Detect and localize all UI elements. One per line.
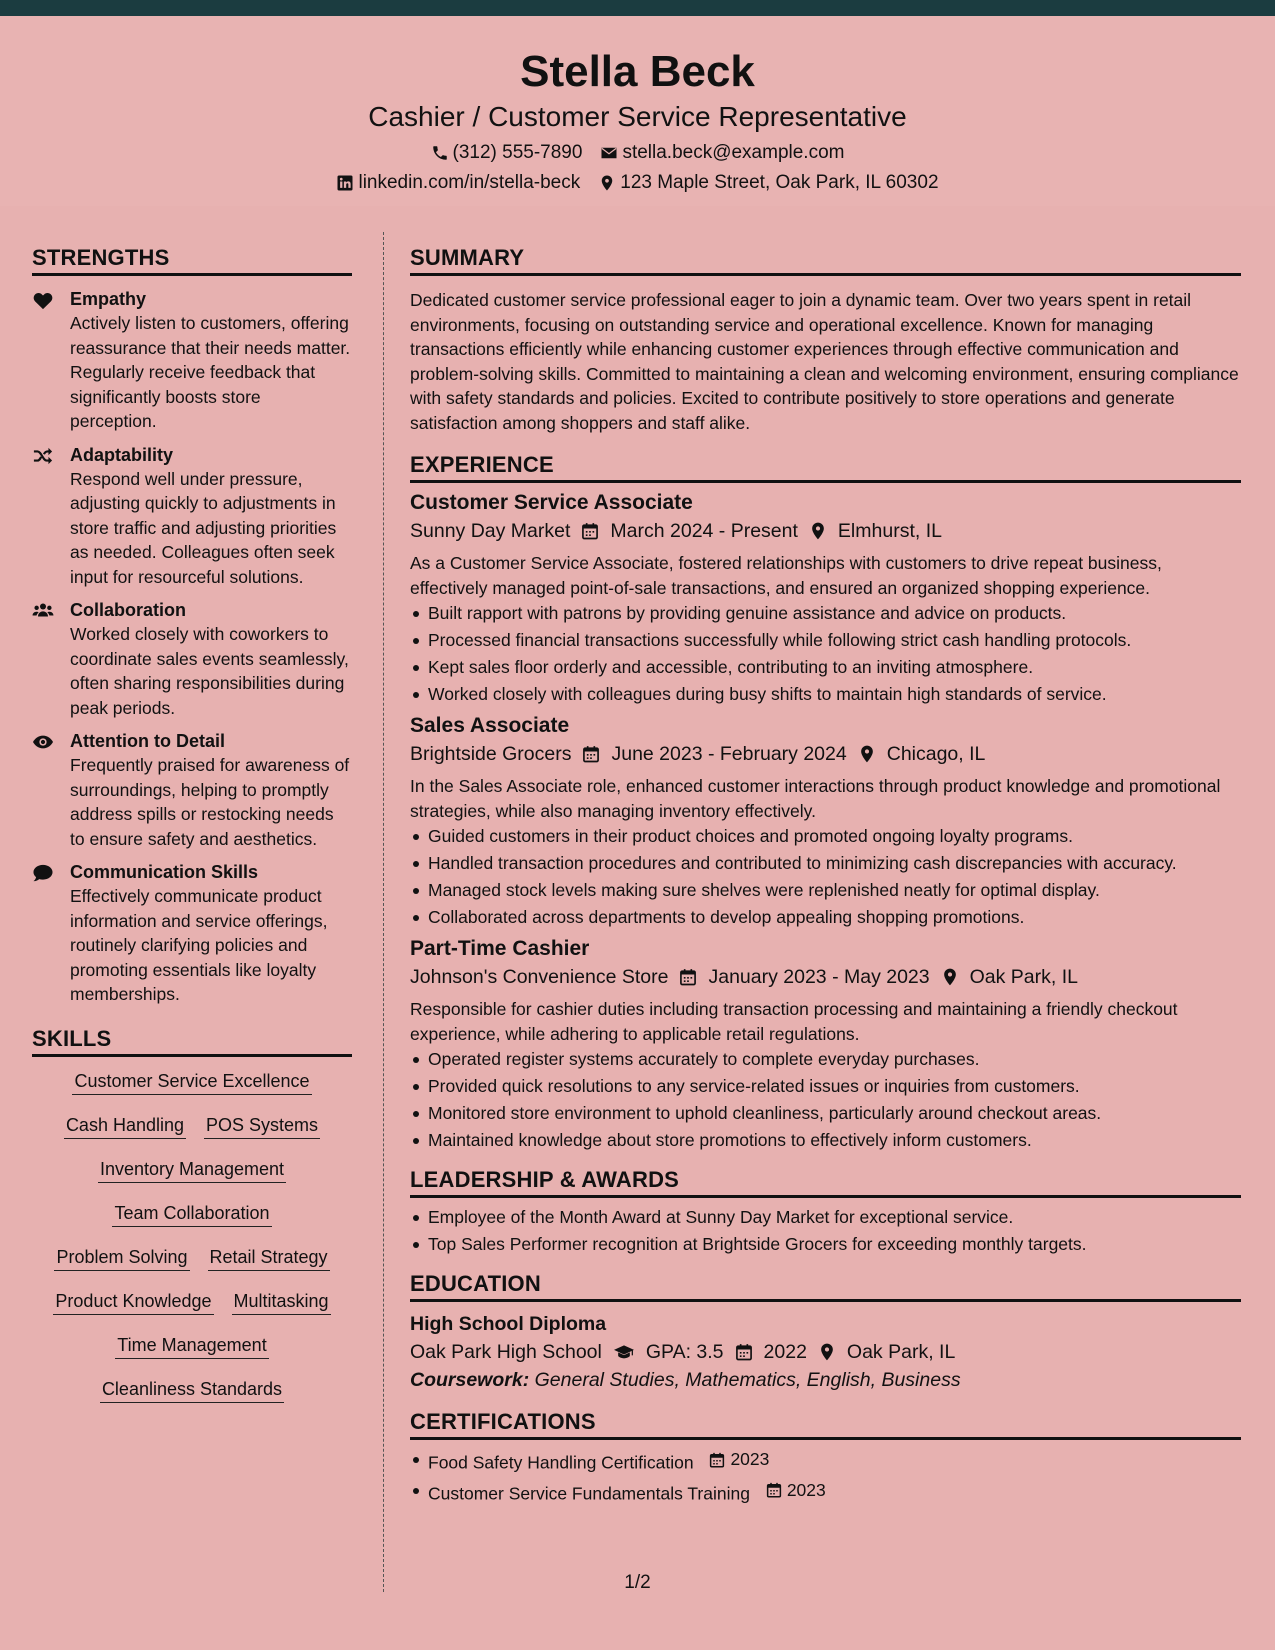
coursework: [410, 1366, 1241, 1394]
column-divider: [383, 232, 384, 1592]
education-heading: EDUCATION: [410, 1270, 1241, 1302]
coursework-label: Coursework:: [410, 1369, 530, 1391]
phone-item[interactable]: [431, 142, 583, 164]
job-bullets: [410, 825, 1241, 929]
job-dates: March 2024 - Present: [610, 520, 798, 542]
right-column: [410, 244, 1241, 1509]
contact-line-2: [0, 172, 1275, 194]
job-location: Elmhurst, IL: [837, 520, 942, 542]
calendar-icon: [765, 1481, 783, 1499]
list-item: [410, 1448, 1241, 1475]
skills-row: [32, 1333, 352, 1359]
strength-name: Empathy: [70, 289, 147, 309]
users-icon: [32, 601, 54, 621]
strength-item: [32, 861, 352, 1007]
skill-tag: Multitasking: [232, 1289, 331, 1315]
strength-item: [32, 599, 352, 720]
skills-row: [32, 1201, 352, 1227]
skill-tag: Cleanliness Standards: [100, 1377, 284, 1403]
certification-year-wrap: [765, 1479, 826, 1502]
skill-tag: Team Collaboration: [112, 1201, 271, 1227]
strength-item: [32, 730, 352, 851]
calendar-icon: [708, 1451, 726, 1469]
address-text: 123 Maple Street, Oak Park, IL 60302: [620, 172, 939, 193]
calendar-icon: [580, 521, 600, 541]
candidate-name: Stella Beck: [520, 47, 755, 96]
strength-name: Collaboration: [70, 600, 186, 620]
list-item: Managed stock levels making sure shelves were replenished neatly for optimal display.: [410, 879, 1241, 902]
awards-list: [410, 1206, 1241, 1256]
strength-name: Adaptability: [70, 444, 174, 465]
job-bullets: [410, 602, 1241, 706]
job-description: Responsible for cashier duties including transaction processing and maintaining a friendly checkout experience, while adhering to applicable retail regulations.: [410, 999, 1178, 1044]
skills-row: [32, 1157, 352, 1183]
address-item: [598, 172, 938, 194]
education-meta: [410, 1338, 1241, 1366]
skills-list: [32, 1069, 352, 1403]
skills-row: [32, 1245, 352, 1271]
skill-tag: Product Knowledge: [53, 1289, 213, 1315]
calendar-icon: [581, 744, 601, 764]
job-dates: June 2023 - February 2024: [611, 743, 847, 765]
strength-description: Worked closely with coworkers to coordinate sales events seamlessly, often sharing responsibilities during peak periods.: [70, 624, 349, 718]
shuffle-icon: [32, 446, 54, 466]
list-item: Collaborated across departments to develop appealing shopping promotions.: [410, 906, 1241, 929]
job-company: Brightside Grocers: [410, 743, 572, 765]
linkedin-icon: [336, 174, 354, 192]
list-item: Monitored store environment to uphold cleanliness, particularly around checkout areas.: [410, 1102, 1241, 1125]
job-entry: [410, 489, 1241, 706]
skills-row: [32, 1069, 352, 1095]
school-location: Oak Park, IL: [846, 1341, 956, 1363]
awards-heading: LEADERSHIP & AWARDS: [410, 1166, 1241, 1198]
map-pin-icon: [857, 744, 877, 764]
list-item: Built rapport with patrons by providing genuine assistance and advice on products.: [410, 602, 1241, 625]
gpa-text: GPA: 3.5: [645, 1341, 724, 1363]
skill-tag: Inventory Management: [98, 1157, 286, 1183]
map-pin-icon: [808, 521, 828, 541]
job-meta: [410, 963, 1241, 991]
strength-description: Effectively communicate product information and service offerings, routinely clarifying policies and promoting essentials like loyalty memberships.: [70, 886, 328, 1004]
list-item: Guided customers in their product choices and promoted ongoing loyalty programs.: [410, 825, 1241, 848]
skills-row: [32, 1377, 352, 1403]
job-company: Sunny Day Market: [410, 520, 571, 542]
list-item: Handled transaction procedures and contributed to minimizing cash discrepancies with accuracy.: [410, 852, 1241, 875]
strength-item: [32, 444, 352, 590]
list-item: Operated register systems accurately to complete everyday purchases.: [410, 1048, 1241, 1071]
list-item: Top Sales Performer recognition at Brightside Grocers for exceeding monthly targets.: [410, 1233, 1241, 1256]
list-item: Employee of the Month Award at Sunny Day Market for exceptional service.: [410, 1206, 1241, 1229]
strength-item: [32, 288, 352, 434]
strengths-heading: STRENGTHS: [32, 244, 352, 276]
calendar-icon: [734, 1342, 754, 1362]
summary-text: Dedicated customer service professional eager to join a dynamic team. Over two years spent in retail environments, focusing on outstanding service and operational excellence. Known for managing transactions efficiently while enhancing customer experiences through effective communication and problem-solving skills. Committed to maintaining a clean and welcoming environment, ensuring compliance with safety standards and policies. Excited to contribute positively to store operations and generate satisfaction among shoppers and staff alike.: [410, 290, 1239, 433]
job-title: Sales Associate: [410, 714, 570, 737]
school-name: Oak Park High School: [410, 1341, 602, 1363]
certifications-list: [410, 1448, 1241, 1505]
job-location: Chicago, IL: [886, 743, 986, 765]
list-item: [410, 1479, 1241, 1506]
candidate-title: Cashier / Customer Service Representative: [368, 101, 907, 132]
experience-heading: EXPERIENCE: [410, 451, 1241, 483]
job-meta: [410, 517, 1241, 545]
envelope-icon: [600, 144, 618, 162]
linkedin-text: linkedin.com/in/stella-beck: [358, 172, 581, 193]
job-description: In the Sales Associate role, enhanced customer interactions through product knowledge and promotional strategies, while also managing inventory effectively.: [410, 776, 1221, 821]
calendar-icon: [678, 967, 698, 987]
certification-year: 2023: [730, 1449, 770, 1469]
coursework-text: General Studies, Mathematics, English, Business: [534, 1369, 961, 1391]
skills-row: [32, 1113, 352, 1139]
list-item: Worked closely with colleagues during busy shifts to maintain high standards of service.: [410, 683, 1241, 706]
certification-year: 2023: [786, 1479, 826, 1500]
summary-heading: SUMMARY: [410, 244, 1241, 276]
strength-name: Communication Skills: [70, 862, 259, 882]
degree-title: High School Diploma: [410, 1313, 607, 1335]
skill-tag: Problem Solving: [54, 1245, 189, 1271]
eye-icon: [32, 732, 54, 752]
map-pin-icon: [817, 1342, 837, 1362]
certifications-heading: CERTIFICATIONS: [410, 1408, 1241, 1440]
heart-icon: [32, 290, 54, 310]
strength-description: Actively listen to customers, offering reassurance that their needs matter. Regularly receive feedback that significantly boosts store perception.: [70, 313, 351, 431]
skill-tag: Customer Service Excellence: [72, 1069, 311, 1095]
certification-name: Food Safety Handling Certification: [428, 1452, 694, 1473]
skill-tag: POS Systems: [204, 1113, 320, 1139]
left-column: [32, 244, 352, 1421]
top-color-bar: [0, 0, 1275, 16]
skills-heading: SKILLS: [32, 1025, 352, 1057]
map-pin-icon: [940, 967, 960, 987]
job-bullets: [410, 1048, 1241, 1152]
strength-description: Respond well under pressure, adjusting quickly to adjustments in store traffic and adjusting priorities as needed. Colleagues often seek input for resourceful solutions.: [70, 468, 337, 587]
page-number: 1/2: [624, 1572, 651, 1593]
job-entry: [410, 712, 1241, 929]
job-dates: January 2023 - May 2023: [708, 966, 930, 988]
map-pin-icon: [598, 174, 616, 192]
email-text: stella.beck@example.com: [622, 142, 845, 163]
phone-text: (312) 555-7890: [452, 142, 583, 163]
job-title: Part-Time Cashier: [410, 937, 590, 960]
comment-icon: [32, 863, 54, 883]
strength-description: Frequently praised for awareness of surroundings, helping to promptly address spills or restocking needs to ensure safety and aesthetics.: [70, 755, 350, 849]
strength-name: Attention to Detail: [70, 731, 225, 751]
list-item: Kept sales floor orderly and accessible, contributing to an inviting atmosphere.: [410, 656, 1241, 679]
job-entry: [410, 935, 1241, 1152]
graduation-year: 2022: [763, 1341, 807, 1363]
skill-tag: Time Management: [115, 1333, 268, 1359]
resume-header: [0, 16, 1275, 206]
job-meta: [410, 740, 1241, 768]
graduation-cap-icon: [612, 1342, 636, 1362]
list-item: Maintained knowledge about store promotions to effectively inform customers.: [410, 1129, 1241, 1152]
job-description: As a Customer Service Associate, fostered relationships with customers to drive repeat business, effectively managed point-of-sale transactions, and ensured an organized shopping experience.: [410, 553, 1162, 598]
email-item[interactable]: [600, 142, 844, 164]
skills-row: [32, 1289, 352, 1315]
job-title: Customer Service Associate: [410, 491, 693, 514]
job-company: Johnson's Convenience Store: [410, 966, 669, 988]
skill-tag: Retail Strategy: [208, 1245, 330, 1271]
certification-year-wrap: [708, 1448, 769, 1471]
linkedin-item[interactable]: [336, 172, 580, 194]
contact-line-1: [0, 142, 1275, 164]
list-item: Provided quick resolutions to any service-related issues or inquiries from customers.: [410, 1075, 1241, 1098]
job-location: Oak Park, IL: [969, 966, 1078, 988]
certification-name: Customer Service Fundamentals Training: [428, 1483, 750, 1503]
phone-icon: [431, 144, 449, 162]
skill-tag: Cash Handling: [64, 1113, 186, 1139]
list-item: Processed financial transactions successfully while following strict cash handling protocols.: [410, 629, 1241, 652]
